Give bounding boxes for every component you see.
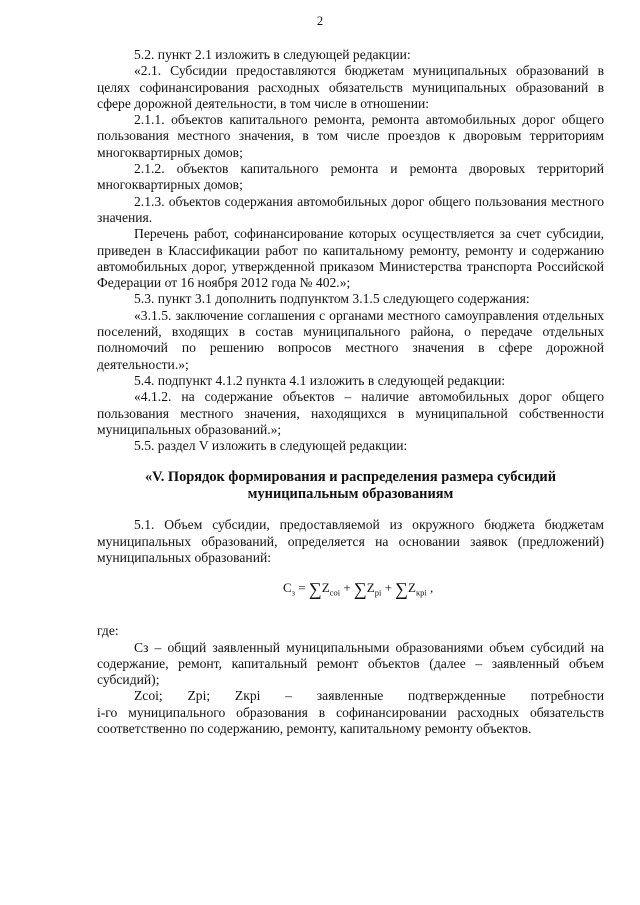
paragraph-5-3: 5.3. пункт 3.1 дополнить подпунктом 3.1.5 следующего содержания: [134,291,530,307]
paragraph-5-5: 5.5. раздел V изложить в следующей редакции: [134,438,408,454]
formula-plus-2: + [381,580,396,596]
sum-symbol-3: ∑ [395,579,409,600]
paragraph-4-1-2: «4.1.2. на содержание объектов – наличие автомобильных дорог общего пользования местного значения, находящихся в муниципальной собственности муниципальных образований.»; [97,389,604,437]
formula-lhs-sub: з [291,587,296,598]
formula-term-2: Z [366,580,375,596]
paragraph-2-1-2: 2.1.2. объектов капитального ремонта и ремонта дворовых территорий многоквартирных домов; [97,161,604,193]
sum-symbol-1: ∑ [308,579,322,600]
paragraph-works-list: Перечень работ, софинансирование которых осуществляется за счет субсидии, приведен в Классификации работ по капитальному ремонту, ремонту и содержанию автомобильных дорог, утвержденной приказом Министерства транспорта Российской Федерации от 16 ноября 2012 года № 402.»; [97,226,604,291]
formula-lhs: C [283,580,292,596]
where-label: где: [97,623,119,639]
formula-eq: = [295,580,309,596]
paragraph-5-4: 5.4. подпункт 4.1.2 пункта 4.1 изложить в следующей редакции: [134,372,506,388]
formula-end: , [426,580,434,596]
definition-z-rest: i-го муниципального образования в софинансировании расходных обязательств соответственно по содержанию, ремонту, капитальному ремонту объектов. [97,704,604,736]
subsidy-formula [97,580,604,601]
paragraph-5-2: 5.2. пункт 2.1 изложить в следующей редакции: [134,47,411,62]
page-number: 2 [316,14,324,28]
paragraph-5-1: 5.1. Объем субсидии, предоставляемой из окружного бюджета бюджетам муниципальных образований, определяется на основании заявок (предложений) муниципальных образований: [97,517,604,566]
definition-c: Cз – общий заявленный муниципальными образованиями объем субсидий на содержание, ремонт, капитальный ремонт объектов (далее – заявленный объем субсидий); [97,639,604,688]
formula-term-1-sub: coi [329,587,341,598]
definition-z-first-line: Zcoi; Zpi; Zкpi – заявленные подтвержденные потребности [134,688,604,704]
formula-term-1: Z [321,580,330,596]
paragraph-2-1-3: 2.1.3. объектов содержания автомобильных дорог общего пользования местного значения. [97,193,604,225]
formula-term-3: Z [408,580,416,596]
formula-term-2-sub: pi [374,587,382,598]
document-body [97,47,604,737]
sum-symbol-2: ∑ [353,579,367,600]
formula-plus-1: + [340,580,354,596]
paragraph-2-1-1: 2.1.1. объектов капитального ремонта, ремонта автомобильных дорог общего пользования местного значения, в том числе проездов к дворовым территориям многоквартирных домов; [97,112,604,160]
paragraph-3-1-5: «3.1.5. заключение соглашения с органами местного самоуправления отдельных поселений, входящих в состав муниципального района, о передаче отдельных полномочий по решению вопросов местного значения в сфере дорожной деятельности.»; [97,307,604,372]
paragraph-2-1: «2.1. Субсидии предоставляются бюджетам муниципальных образований в целях софинансирования расходных обязательств муниципальных образований в сфере дорожной деятельности, в том числе в отношении: [97,63,604,111]
formula-term-3-sub: кpi [415,587,427,598]
section-heading: «V. Порядок формирования и распределения размера субсидий муниципальным образованиям [144,469,557,503]
